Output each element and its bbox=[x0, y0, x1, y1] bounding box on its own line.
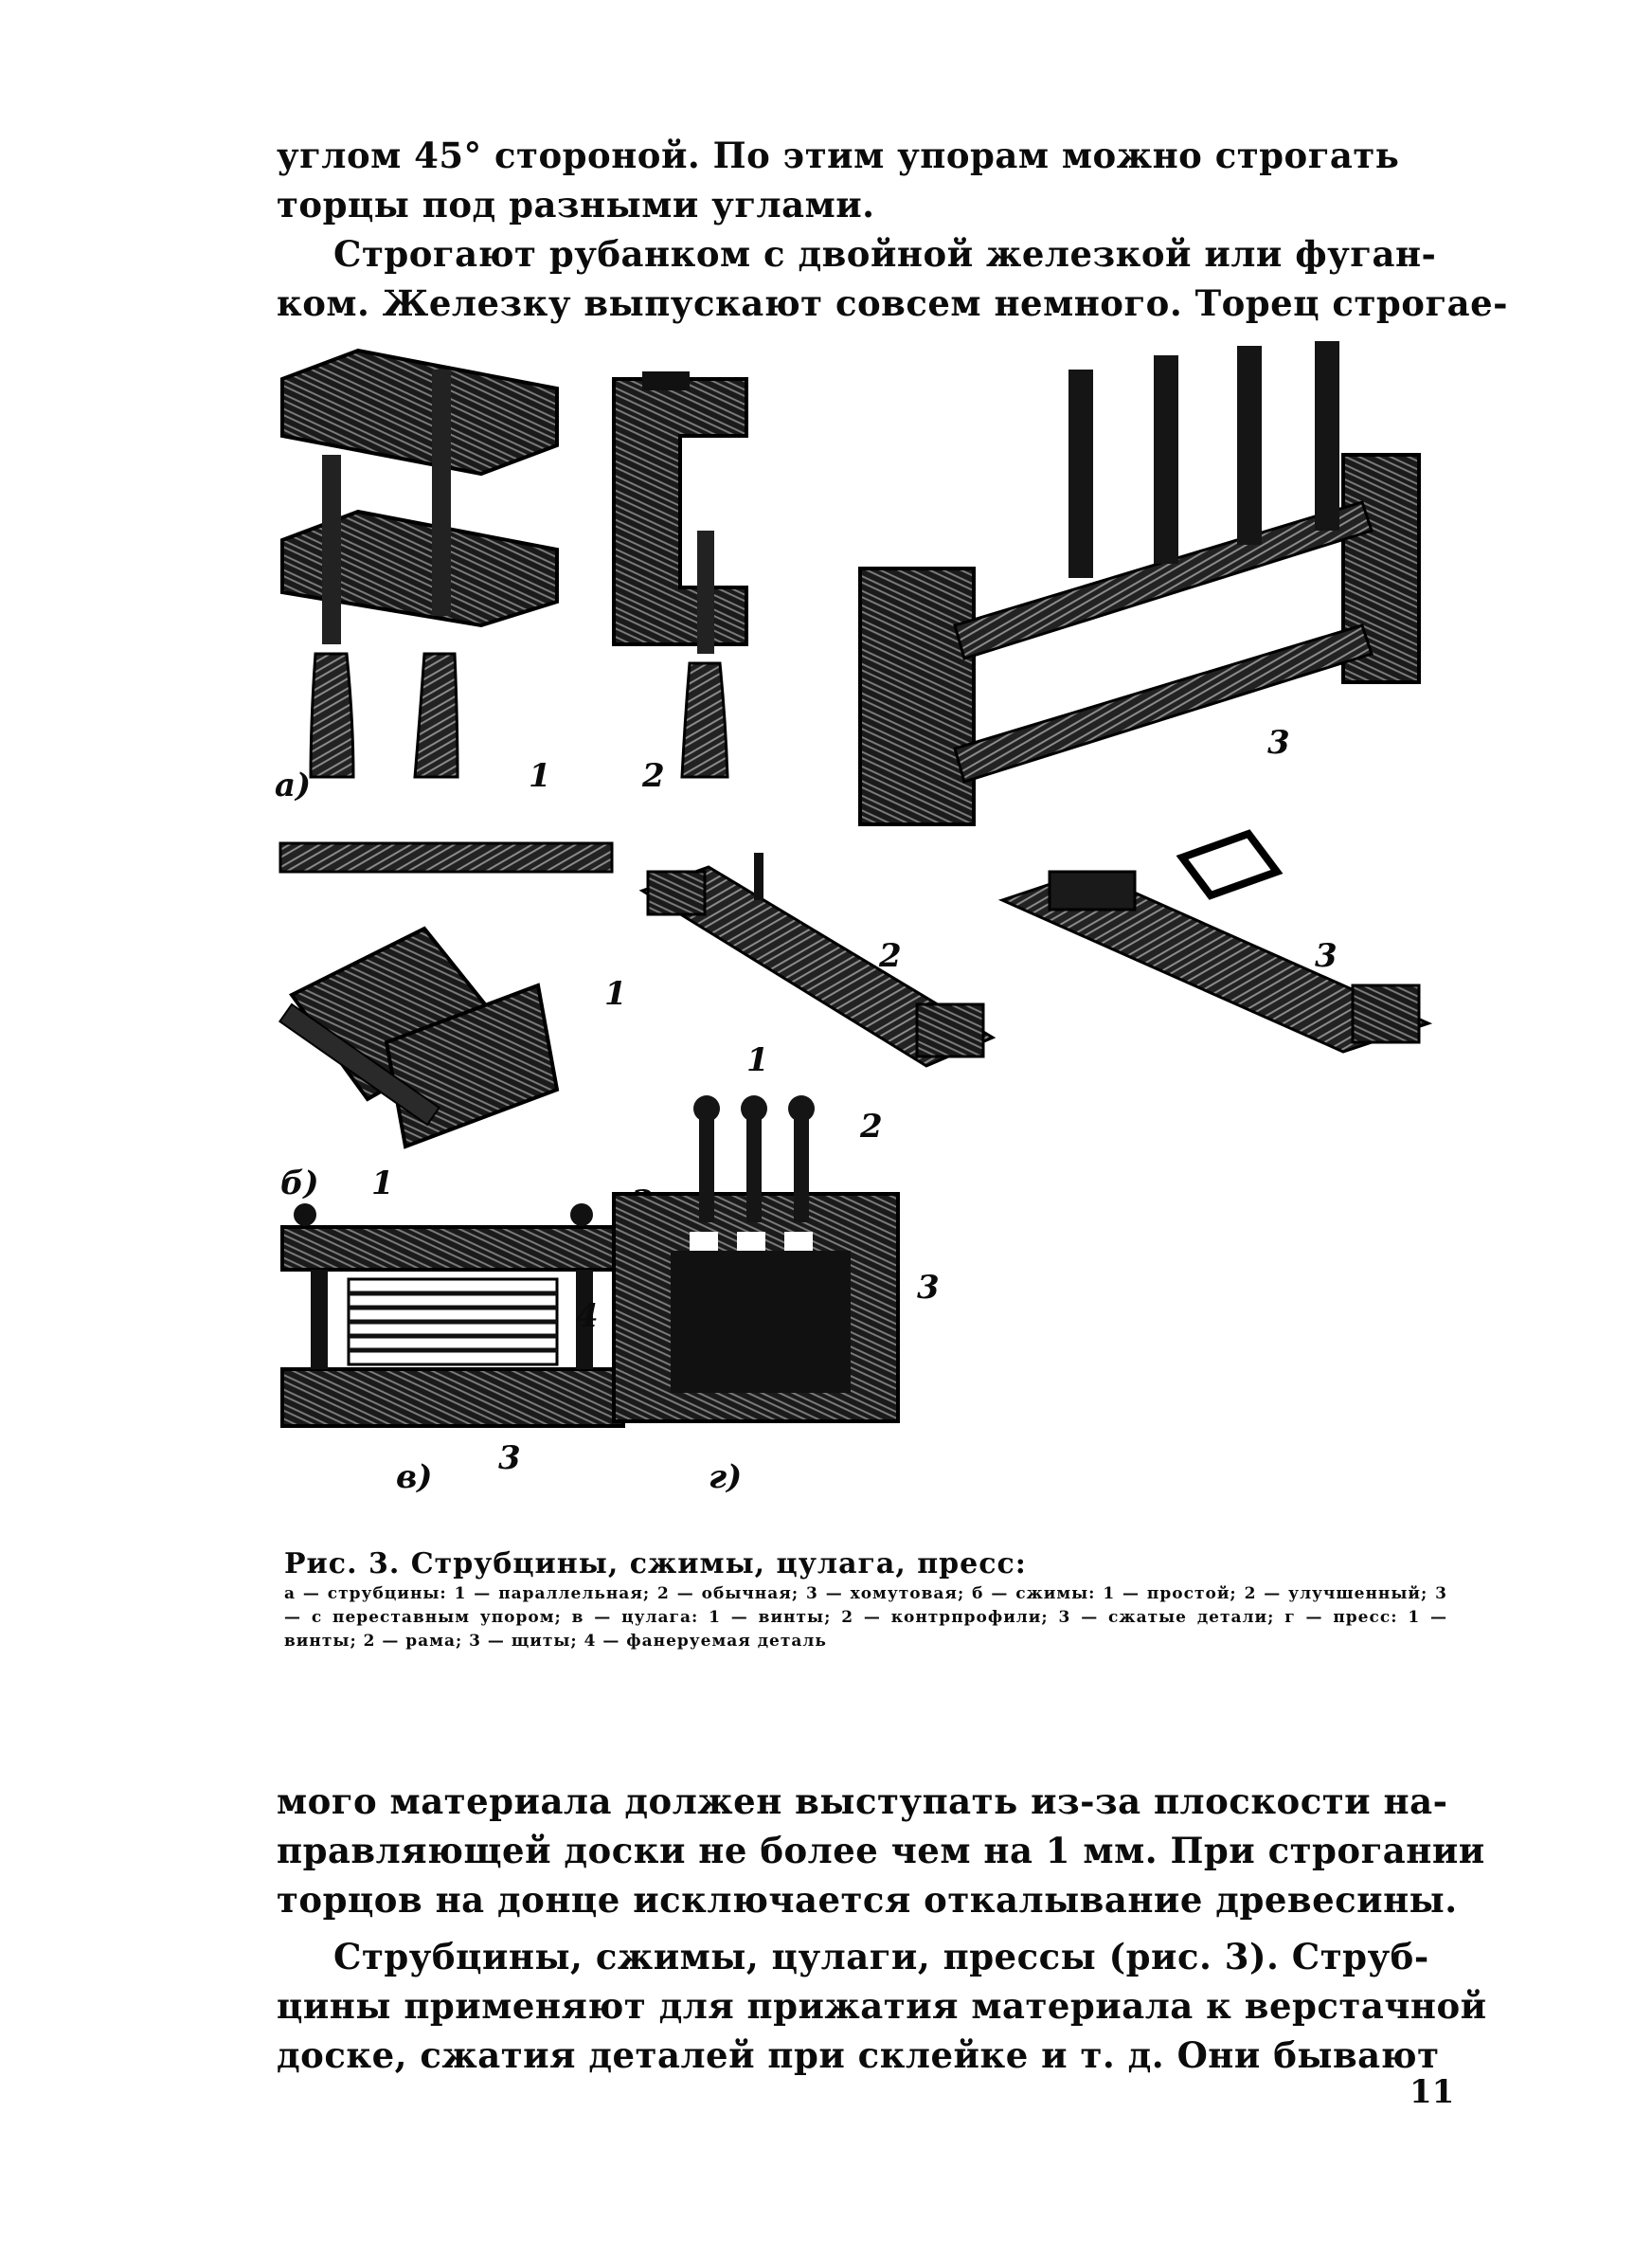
label-g-2: 2 bbox=[860, 1108, 883, 1146]
top-paragraph bbox=[277, 131, 1508, 328]
text-line: доске, сжатия деталей при склейке и т. д. Они бывают bbox=[277, 2034, 1440, 2076]
text-line: правляющей доски не более чем на 1 мм. При строгании bbox=[277, 1830, 1485, 1871]
label-g-1: 1 bbox=[746, 1041, 769, 1079]
press-illustration bbox=[614, 1095, 898, 1421]
label-v: в) bbox=[396, 1458, 433, 1496]
label-a-2: 2 bbox=[642, 757, 665, 795]
caul-illustration bbox=[282, 1203, 623, 1426]
page-number: 11 bbox=[1410, 2073, 1455, 2111]
text-line: торцы под разными углами. bbox=[277, 184, 875, 226]
label-a: а) bbox=[275, 767, 312, 804]
figure-clamps-press bbox=[273, 341, 1447, 1535]
text-line: цины применяют для прижатия материала к верстачной bbox=[277, 1985, 1487, 2027]
label-a-1: 1 bbox=[529, 757, 551, 795]
label-g: г) bbox=[709, 1458, 743, 1496]
label-b-3: 3 bbox=[1315, 937, 1338, 975]
simple-clamp-illustration bbox=[279, 843, 612, 1147]
improved-clamp-illustration bbox=[642, 853, 993, 1066]
movable-stop-clamp-illustration bbox=[1002, 834, 1428, 1052]
label-b: б) bbox=[280, 1165, 319, 1202]
label-a-3: 3 bbox=[1267, 724, 1290, 762]
label-b-2: 2 bbox=[879, 937, 902, 975]
label-v-3: 3 bbox=[498, 1439, 521, 1477]
text-line: торцов на донце исключается откалывание древесины. bbox=[277, 1879, 1458, 1921]
bottom-paragraph bbox=[277, 1777, 1487, 2080]
text-line: мого материала должен выступать из-за плоскости на- bbox=[277, 1780, 1448, 1822]
text-line: ком. Железку выпускают совсем немного. Торец строгае- bbox=[277, 282, 1508, 324]
label-v-1: 1 bbox=[371, 1165, 394, 1202]
c-clamp-illustration bbox=[614, 371, 746, 777]
text-line: Строгают рубанком с двойной железкой или фуган- bbox=[333, 233, 1437, 275]
parallel-clamp-illustration bbox=[282, 351, 557, 777]
text-line: углом 45° стороной. По этим упорам можно строгать bbox=[277, 135, 1400, 176]
figure-caption bbox=[284, 1546, 1447, 1653]
text-line: Струбцины, сжимы, цулаги, прессы (рис. 3). Струб- bbox=[333, 1936, 1429, 1977]
caption-title: Рис. 3. Струбцины, сжимы, цулага, пресс: bbox=[284, 1547, 1027, 1580]
label-g-3: 3 bbox=[917, 1269, 940, 1307]
caption-body: а — струбцины: 1 — параллельная; 2 — обычная; 3 — хомутовая; б — сжимы: 1 — простой; 2 — улучшенный; 3 — с переставным упором; в — цулага: 1 — винты; 2 — контрпрофили; 3 — сжатые детали; г — пресс: 1 — винты; 2 — рама; 3 — щиты; 4 — фанеруемая деталь bbox=[284, 1584, 1447, 1651]
label-b-1: 1 bbox=[604, 975, 627, 1013]
label-g-4: 4 bbox=[576, 1297, 599, 1335]
band-clamp-illustration bbox=[860, 341, 1419, 824]
figure-illustration bbox=[273, 341, 1447, 1535]
